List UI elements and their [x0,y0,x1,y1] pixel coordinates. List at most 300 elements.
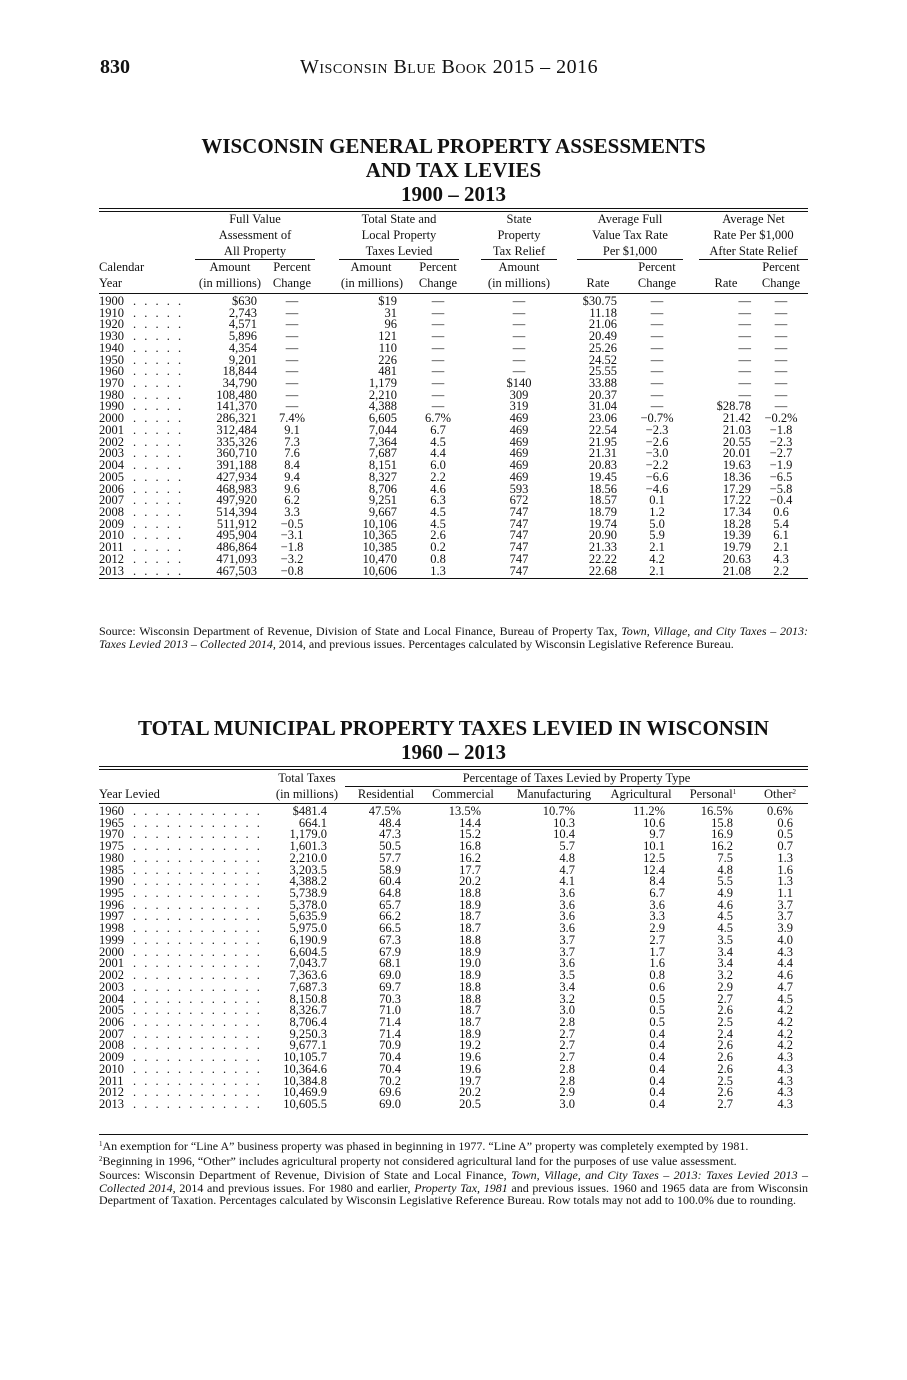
cell-avgfull-rate: 23.06 [588,411,617,426]
cell-avgnet-rate: — [738,376,751,391]
cell-personal: 4.6 [717,897,733,912]
cell-avgfull-rate: 22.54 [588,422,617,437]
cell-avgnet-change: — [774,399,788,414]
cell-fullvalue-amount: 495,904 [216,528,257,543]
cell-agricultural: 0.6 [649,979,665,994]
cell-levied-change: 6.3 [430,493,446,508]
cell-residential: 66.5 [379,921,401,936]
cell-agricultural: 0.5 [649,1014,665,1029]
cell-avgnet-rate: 19.39 [722,528,751,543]
cell-total-taxes: 6,190.9 [289,932,327,947]
cell-residential: 64.8 [379,886,401,901]
cell-year-levied: 2010 [99,1061,124,1076]
table1-row [99,352,808,367]
cell-personal: 2.6 [717,1085,733,1100]
cell-levied-change: — [431,364,445,379]
cell-personal: 2.6 [717,1038,733,1053]
cell-manufacturing: 3.4 [559,979,575,994]
cell-manufacturing: 10.4 [553,827,575,842]
cell-fullvalue-change: 7.4% [278,411,306,426]
cell-agricultural: 0.4 [649,1038,665,1053]
cell-avgnet-rate: 20.01 [722,446,751,461]
cell-relief-amount: 469 [509,411,529,426]
cell-avgnet-change: — [774,340,788,355]
cell-avgnet-change: — [774,364,788,379]
cell-fullvalue-amount: 141,370 [216,399,257,414]
t1-hdr-af-rate: Rate [586,276,610,290]
cell-other: 4.3 [777,1096,793,1111]
t1-hdr-fv-millions: (in millions) [198,276,262,290]
cell-residential: 57.7 [379,850,401,865]
cell-relief-amount: 319 [509,399,529,414]
t1-hdr-avgnet-3: After State Relief [709,244,798,258]
cell-avgfull-change: 5.9 [649,528,665,543]
cell-avgfull-rate: $30.75 [582,294,617,308]
cell-manufacturing: 3.6 [559,909,575,924]
cell-levied-amount: 6,605 [368,411,397,426]
t1-hdr-calendar: Calendar [99,260,145,274]
cell-residential: 70.4 [379,1061,401,1076]
t1-hdr-fullvalue-2: Assessment of [218,228,292,242]
cell-avgfull-rate: 25.26 [588,340,617,355]
cell-year-levied: 1975 [99,839,124,854]
table2-top-rule [99,766,808,767]
cell-other: 4.2 [777,1026,793,1041]
cell-year-levied: 2009 [99,1050,124,1065]
cell-fullvalue-amount: 514,394 [216,504,257,519]
table1-title-line1: WISCONSIN GENERAL PROPERTY ASSESSMENTS [201,134,706,158]
cell-fullvalue-amount: 427,934 [216,469,257,484]
cell-agricultural: 11.2% [633,804,665,818]
table1-row [99,469,808,484]
cell-total-taxes: 10,605.5 [283,1096,327,1111]
cell-commercial: 20.2 [459,1085,481,1100]
table1-header [99,212,808,292]
table1-row [99,516,808,531]
cell-levied-amount: 1,179 [368,376,397,391]
cell-commercial: 18.9 [459,897,481,912]
cell-fullvalue-change: — [285,364,299,379]
cell-residential: 50.5 [379,839,401,854]
cell-agricultural: 0.4 [649,1073,665,1088]
table1-body [99,296,808,577]
cell-personal: 2.6 [717,1061,733,1076]
cell-year: 1980 [99,387,124,402]
cell-manufacturing: 2.9 [559,1085,575,1100]
cell-manufacturing: 2.8 [559,1014,575,1029]
cell-avgnet-rate: — [738,294,751,308]
cell-avgfull-rate: 22.22 [588,551,617,566]
cell-manufacturing: 2.7 [559,1026,575,1041]
cell-residential: 69.7 [379,979,401,994]
t1-hdr-sr-millions: (in millions) [487,276,551,290]
leader-dots: . . . . . [133,458,184,473]
cell-levied-amount: 9,667 [368,504,397,519]
leader-dots: . . . . . [133,528,184,543]
t1-hdr-an-percent: Percent [762,260,800,274]
cell-manufacturing: 3.0 [559,1096,575,1111]
cell-total-taxes: 9,677.1 [289,1038,327,1053]
leader-dots: . . . . . [133,364,184,379]
cell-fullvalue-change: — [285,352,299,367]
cell-levied-change: 4.5 [430,434,446,449]
cell-fullvalue-change: 6.2 [284,493,300,508]
cell-year-levied: 2011 [99,1073,124,1088]
leader-dots: . . . . . . . . . . . . [133,1096,263,1111]
cell-manufacturing: 3.5 [559,968,575,983]
t2-hdr-agricultural: Agricultural [610,787,672,801]
cell-other: 1.3 [777,874,793,889]
table1-source-suffix: 2014, and previous issues. Percentages calculated by Wisconsin Legislative Reference Bureau. [275,636,734,651]
cell-commercial: 13.5% [448,804,481,818]
cell-levied-change: — [431,317,445,332]
cell-avgnet-change: −5.8 [769,481,793,496]
cell-avgfull-change: — [650,352,664,367]
cell-commercial: 18.9 [459,944,481,959]
cell-relief-amount: 747 [509,504,529,519]
cell-avgnet-change: −2.3 [769,434,793,449]
cell-agricultural: 0.4 [649,1085,665,1100]
cell-manufacturing: 3.7 [559,944,575,959]
cell-year: 2001 [99,422,124,437]
cell-avgfull-rate: 25.55 [588,364,617,379]
table2-body [99,806,808,1111]
cell-fullvalue-change: — [285,340,299,355]
cell-fullvalue-change: 9.6 [284,481,300,496]
cell-avgnet-change: — [774,376,788,391]
leader-dots: . . . . . . . . . . . . [133,839,263,854]
cell-manufacturing: 3.0 [559,1003,575,1018]
cell-other: 1.6 [777,862,793,877]
cell-fullvalue-change: −0.5 [280,516,304,531]
table2-footnotes [99,1140,808,1207]
cell-fullvalue-change: −0.8 [280,563,304,578]
cell-levied-change: — [431,329,445,344]
leader-dots: . . . . . [133,411,184,426]
cell-total-taxes: 6,604.5 [289,944,327,959]
cell-other: 0.6 [777,815,793,830]
cell-avgnet-change: −0.2% [764,411,798,426]
cell-year: 2004 [99,458,124,473]
leader-dots: . . . . . [133,469,184,484]
leader-dots: . . . . . . . . . . . . [133,909,263,924]
leader-dots: . . . . . [133,563,184,578]
table1-row [99,434,808,449]
cell-agricultural: 0.4 [649,1096,665,1111]
table1-row [99,422,808,437]
cell-total-taxes: 10,384.8 [283,1073,327,1088]
leader-dots: . . . . . . . . . . . . [133,991,263,1006]
cell-year: 1960 [99,364,124,379]
cell-avgnet-change: — [774,352,788,367]
cell-personal: 2.5 [717,1073,733,1088]
cell-fullvalue-amount: 468,983 [216,481,257,496]
cell-total-taxes: 5,635.9 [289,909,327,924]
cell-relief-amount: — [512,317,526,332]
t1-hdr-total-1: Total State and [361,212,437,226]
leader-dots: . . . . . [133,493,184,508]
cell-relief-amount: 672 [509,493,529,508]
cell-fullvalue-amount: 9,201 [228,352,257,367]
cell-fullvalue-change: — [285,294,299,308]
cell-residential: 67.3 [379,932,401,947]
cell-levied-change: — [431,305,445,320]
cell-residential: 69.0 [379,968,401,983]
cell-avgfull-change: 2.1 [649,563,665,578]
cell-levied-change: — [431,340,445,355]
cell-levied-amount: 7,364 [368,434,397,449]
cell-year-levied: 1965 [99,815,124,830]
page-number: 830 [100,56,130,78]
cell-year: 2005 [99,469,124,484]
cell-avgfull-change: 5.0 [649,516,665,531]
cell-avgnet-rate: 17.22 [722,493,751,508]
cell-year: 2010 [99,528,124,543]
t1-hdr-avgnet-2: Rate Per $1,000 [713,228,794,242]
cell-levied-amount: 8,327 [368,469,397,484]
cell-fullvalue-amount: 467,503 [216,563,257,578]
cell-commercial: 19.7 [459,1073,481,1088]
cell-personal: 2.4 [717,1026,733,1041]
cell-fullvalue-amount: 486,864 [216,540,257,555]
cell-avgnet-rate: 19.63 [722,458,751,473]
t1-hdr-total-3: Taxes Levied [365,244,433,258]
t1-hdr-avgfull-3: Per $1,000 [602,244,658,258]
cell-personal: 4.9 [717,886,733,901]
cell-levied-change: — [431,376,445,391]
cell-relief-amount: — [512,340,526,355]
table2-title-line2: 1960 – 2013 [401,740,506,764]
cell-year-levied: 2001 [99,956,124,971]
cell-relief-amount: 309 [509,387,529,402]
t1-hdr-fv-change: Change [272,276,312,290]
leader-dots: . . . . . [133,294,184,308]
cell-agricultural: 0.4 [649,1061,665,1076]
cell-avgfull-rate: 21.06 [588,317,617,332]
cell-total-taxes: 664.1 [298,815,327,830]
cell-manufacturing: 10.3 [553,815,575,830]
table1-row [99,378,808,390]
t2-hdr-manufacturing: Manufacturing [516,787,592,801]
cell-agricultural: 0.5 [649,1003,665,1018]
cell-residential: 69.6 [379,1085,401,1100]
cell-year: 2000 [99,411,124,426]
cell-avgfull-change: — [650,364,664,379]
cell-avgnet-change: 0.6 [773,504,789,519]
cell-avgfull-change: — [650,376,664,391]
table2-sources-mid: 2014 and previous issues. For 1980 and earlier, [175,1180,415,1195]
leader-dots: . . . . . [133,422,184,437]
cell-levied-amount: 121 [378,329,397,344]
cell-avgfull-change: −6.6 [645,469,669,484]
cell-relief-amount: — [512,352,526,367]
cell-avgfull-rate: 19.45 [588,469,617,484]
leader-dots: . . . . . . . . . . . . [133,968,263,983]
table1-source-italic: Town, Village, and City Taxes – 2013: Taxes Levied 2013 – Collected 2014, [99,624,809,651]
leader-dots: . . . . . . . . . . . . [133,886,263,901]
cell-personal: 4.5 [717,921,733,936]
t1-hdr-avgfull-1: Average Full [597,212,663,226]
cell-relief-amount: 747 [509,528,529,543]
cell-personal: 3.5 [717,932,733,947]
leader-dots: . . . . . [133,352,184,367]
cell-fullvalue-amount: 108,480 [216,387,257,402]
cell-fullvalue-amount: 34,790 [222,376,257,391]
cell-fullvalue-change: — [285,399,299,414]
cell-fullvalue-amount: 471,093 [216,551,257,566]
t1-hdr-relief-3: Tax Relief [492,244,546,258]
cell-avgnet-change: 5.4 [773,516,789,531]
leader-dots: . . . . . . . . . . . . [133,1061,263,1076]
cell-agricultural: 8.4 [649,874,665,889]
cell-avgfull-change: −2.6 [645,434,669,449]
cell-avgnet-change: — [774,317,788,332]
cell-avgnet-rate: 21.08 [722,563,751,578]
cell-avgfull-rate: 21.33 [588,540,617,555]
cell-avgfull-change: −4.6 [645,481,669,496]
cell-levied-change: — [431,352,445,367]
cell-avgnet-change: — [774,305,788,320]
cell-fullvalue-change: — [285,376,299,391]
cell-relief-amount: 747 [509,563,529,578]
cell-total-taxes: 8,706.4 [289,1014,327,1029]
cell-fullvalue-amount: 497,920 [216,493,257,508]
cell-personal: 2.9 [717,979,733,994]
cell-commercial: 18.7 [459,1003,481,1018]
cell-year-levied: 2002 [99,968,124,983]
cell-agricultural: 10.6 [643,815,665,830]
leader-dots: . . . . . [133,540,184,555]
cell-year-levied: 1997 [99,909,124,924]
cell-commercial: 19.0 [459,956,481,971]
cell-other: 4.5 [777,991,793,1006]
footnote-1-text: An exemption for “Line A” business property was phased in beginning in 1977. “Line A” property was completely exempted by 1981. [102,1139,749,1153]
cell-avgfull-rate: 18.56 [588,481,617,496]
cell-personal: 4.8 [717,862,733,877]
cell-avgnet-rate: — [738,387,751,402]
table1-row [99,530,808,542]
cell-year-levied: 1985 [99,862,124,877]
book-title: Wisconsin Blue Book 2015 – 2016 [300,56,599,78]
cell-year: 1930 [99,329,124,344]
cell-commercial: 14.4 [459,815,481,830]
cell-year-levied: 1960 [99,804,124,818]
cell-commercial: 19.6 [459,1061,481,1076]
table1-row [99,387,808,402]
cell-personal: 16.5% [700,804,733,818]
cell-manufacturing: 2.7 [559,1038,575,1053]
cell-other: 4.6 [777,968,793,983]
cell-levied-change: 6.0 [430,458,446,473]
cell-levied-amount: 10,385 [362,540,397,555]
cell-commercial: 20.5 [459,1096,481,1111]
cell-fullvalue-change: — [285,305,299,320]
cell-avgfull-change: — [650,305,664,320]
cell-levied-amount: 10,470 [362,551,397,566]
cell-manufacturing: 2.8 [559,1073,575,1088]
cell-other: 4.4 [777,956,793,971]
cell-levied-amount: 96 [384,317,397,332]
cell-avgfull-rate: 20.37 [588,387,617,402]
cell-avgnet-rate: 17.34 [722,504,751,519]
cell-avgfull-change: −0.7% [640,411,674,426]
cell-agricultural: 2.7 [649,932,665,947]
table1-row [99,296,808,308]
cell-total-taxes: 8,150.8 [289,991,327,1006]
cell-other: 4.2 [777,1003,793,1018]
cell-other: 4.3 [777,1073,793,1088]
leader-dots: . . . . . [133,434,184,449]
cell-residential: 65.7 [379,897,401,912]
cell-relief-amount: 469 [509,469,529,484]
t2-hdr-other-label: Other [764,787,793,801]
cell-avgnet-rate: 21.42 [722,411,751,426]
cell-avgnet-rate: 20.55 [722,434,751,449]
cell-avgnet-rate: — [738,352,751,367]
cell-other: 0.6% [766,804,793,818]
footnote-2-text: Beginning in 1996, “Other” includes agricultural property not considered agricultural land for the purposes of use value assessment. [102,1153,737,1168]
cell-relief-amount: $140 [506,376,532,391]
table2-sources [99,1169,808,1207]
t2-hdr-personal [683,787,743,802]
cell-total-taxes: 8,326.7 [289,1003,327,1018]
cell-personal: 2.5 [717,1014,733,1029]
cell-other: 1.3 [777,850,793,865]
cell-year-levied: 1995 [99,886,124,901]
cell-other: 4.2 [777,1038,793,1053]
t1-hdr-relief-1: State [506,212,532,226]
table1-row [99,413,808,425]
cell-levied-amount: 10,606 [362,563,397,578]
cell-levied-change: 2.6 [430,528,446,543]
table2-header [99,771,808,803]
cell-agricultural: 12.4 [643,862,665,877]
cell-fullvalue-amount: 5,896 [228,329,257,344]
cell-avgnet-change: 4.3 [773,551,789,566]
cell-fullvalue-amount: 391,188 [216,458,257,473]
cell-total-taxes: 5,378.0 [289,897,327,912]
cell-avgfull-change: — [650,317,664,332]
cell-avgnet-change: — [774,387,788,402]
table1-row [99,305,808,320]
cell-avgnet-change: −1.9 [769,458,793,473]
cell-agricultural: 10.1 [643,839,665,854]
cell-total-taxes: 5,738.9 [289,886,327,901]
cell-year-levied: 2000 [99,944,124,959]
cell-year-levied: 1970 [99,827,124,842]
footnote-1 [99,1140,808,1153]
leader-dots: . . . . . . . . . . . . [133,874,263,889]
cell-year: 2002 [99,434,124,449]
cell-avgnet-change: 2.2 [773,563,789,578]
cell-residential: 70.9 [379,1038,401,1053]
cell-avgfull-rate: 20.83 [588,458,617,473]
cell-other: 3.7 [777,909,793,924]
cell-personal: 3.4 [717,944,733,959]
cell-commercial: 18.8 [459,932,481,947]
cell-levied-change: 6.7% [424,411,452,426]
t1-hdr-af-change: Change [637,276,677,290]
t1-hdr-relief-2: Property [497,228,541,242]
cell-avgnet-rate: — [738,329,751,344]
cell-manufacturing: 4.7 [559,862,575,877]
leader-dots: . . . . . . . . . . . . [133,979,263,994]
table1-row [99,495,808,507]
cell-other: 0.5 [777,827,793,842]
leader-dots: . . . . . . . . . . . . [133,956,263,971]
leader-dots: . . . . . [133,376,184,391]
cell-fullvalue-amount: 312,484 [216,422,257,437]
